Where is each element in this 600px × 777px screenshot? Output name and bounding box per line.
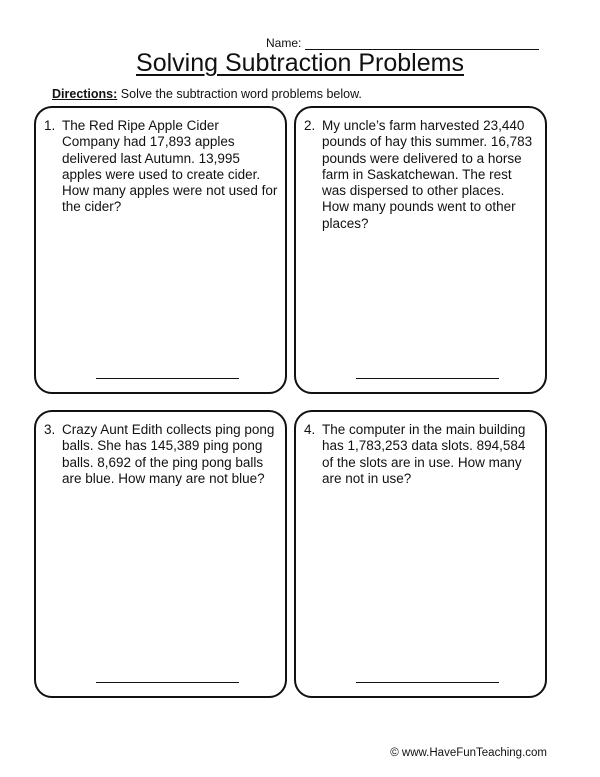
directions-text: Solve the subtraction word problems below. — [120, 87, 362, 101]
answer-line[interactable] — [356, 682, 499, 683]
copyright-footer: © www.HaveFunTeaching.com — [390, 747, 547, 759]
problem-box-2 — [294, 106, 547, 394]
answer-line[interactable] — [356, 378, 499, 379]
problem-box-3 — [34, 410, 287, 698]
problem-box-1 — [34, 106, 287, 394]
problem-number: 2. — [304, 118, 316, 133]
problem-box-4 — [294, 410, 547, 698]
problem-number: 3. — [44, 422, 56, 437]
page-title: Solving Subtraction Problems — [136, 49, 464, 77]
problem-number: 1. — [44, 118, 56, 133]
problem-text: The computer in the main building has 1,783,253 data slots. 894,584 of the slots are in use. How many are not in use? — [322, 422, 526, 486]
problem-text: Crazy Aunt Edith collects ping pong balls. She has 145,389 ping pong balls. 8,692 of the ping pong balls are blue. How many are not blue? — [62, 422, 275, 486]
name-label: Name: — [266, 36, 302, 50]
problem-text: My uncle’s farm harvested 23,440 pounds of hay this summer. 16,783 pounds were delivered to a horse farm in Saskatchewan. The rest was dispersed to other places. How many pounds went to other places? — [322, 118, 533, 231]
problem-number: 4. — [304, 422, 316, 437]
answer-line[interactable] — [96, 378, 239, 379]
answer-line[interactable] — [96, 682, 239, 683]
problem-text: The Red Ripe Apple Cider Company had 17,893 apples delivered last Autumn. 13,995 apples were used to create cider. How many apples were not used for the cider? — [62, 118, 278, 215]
name-field-row — [266, 36, 539, 50]
directions — [52, 87, 362, 101]
directions-label: Directions: — [52, 87, 118, 101]
